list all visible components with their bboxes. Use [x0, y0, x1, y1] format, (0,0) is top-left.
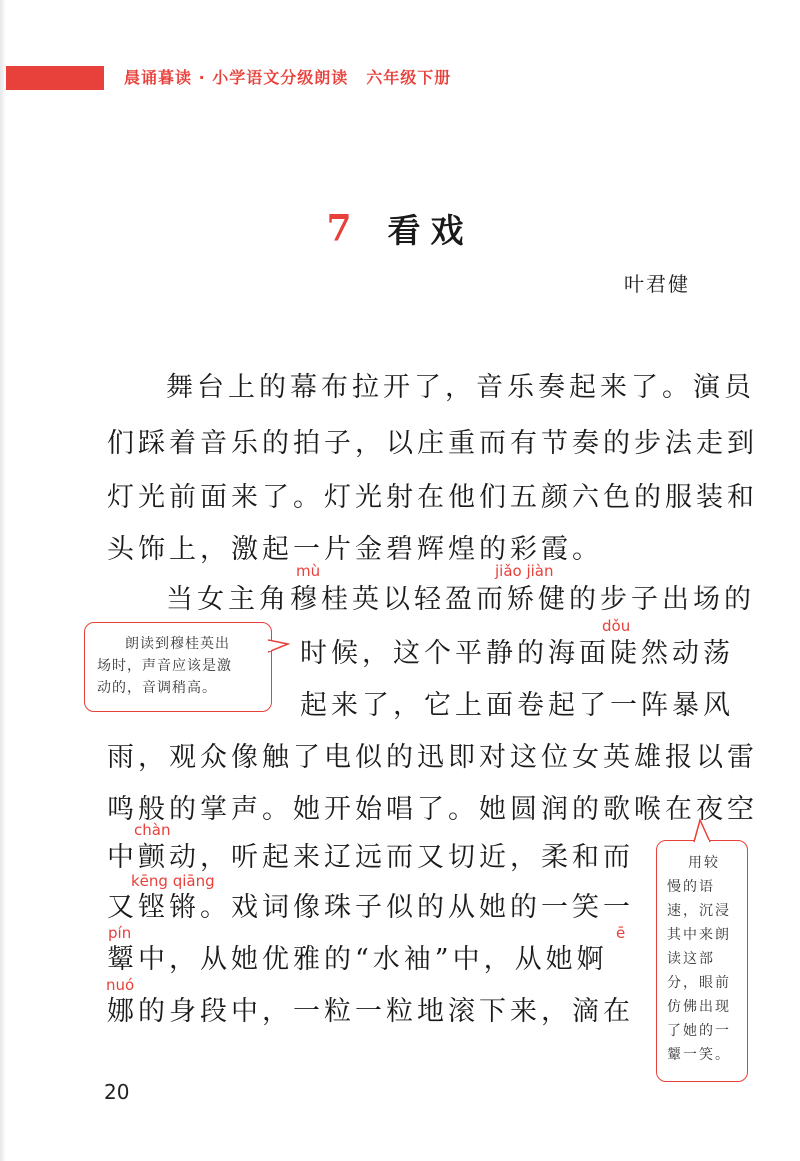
- lesson-name: 看戏: [387, 211, 474, 250]
- callout-pointer-icon: [690, 818, 714, 844]
- note-line: 了她的一: [667, 1023, 731, 1039]
- page-number: 20: [104, 1080, 130, 1104]
- body-line: 雨，观众像触了电似的迅即对这位女英雄报以雷: [107, 742, 758, 773]
- pinyin-mu: mù: [296, 562, 321, 580]
- pinyin-dou: dǒu: [602, 617, 631, 635]
- note-line: 仿佛出现: [667, 999, 731, 1015]
- body-line: 当女主角穆桂英以轻盈而矫健的步子出场的: [166, 584, 755, 615]
- pinyin-e: ē: [616, 924, 626, 942]
- body-line: 们踩着音乐的拍子，以庄重而有节奏的步法走到: [107, 428, 758, 459]
- page-edge: [0, 0, 6, 1161]
- running-header: [124, 66, 451, 90]
- note-line: 读这部: [667, 951, 715, 967]
- note-line: 场时，声音应该是激: [97, 658, 232, 674]
- header-color-bar: [6, 66, 104, 90]
- reading-note-callout: [656, 840, 748, 1082]
- lesson-title: [0, 205, 800, 252]
- body-line: 鸣般的掌声。她开始唱了。她圆润的歌喉在夜空: [107, 794, 758, 825]
- body-line: 颦中，从她优雅的“水袖”中，从她婀: [107, 944, 608, 975]
- body-line: 舞台上的幕布拉开了，音乐奏起来了。演员: [166, 372, 755, 403]
- note-line: 慢的语: [667, 879, 715, 895]
- pinyin-keng-qiang: kēng qiāng: [131, 872, 215, 890]
- body-line: 时候，这个平静的海面陡然动荡: [300, 638, 734, 669]
- body-line: 又铿锵。戏词像珠子似的从她的一笑一: [107, 892, 634, 923]
- header-grade: 六年级下册: [366, 68, 452, 87]
- note-line: 分，眼前: [667, 975, 731, 991]
- body-line: 中颤动，听起来辽远而又切近，柔和而: [107, 842, 634, 873]
- body-line: 起来了，它上面卷起了一阵暴风: [300, 690, 734, 721]
- note-line: 其中来朗: [667, 927, 731, 943]
- note-line: 动的，音调稍高。: [97, 680, 217, 696]
- note-line: 朗读到穆桂英出: [125, 636, 230, 652]
- callout-pointer-icon: [268, 638, 290, 656]
- body-line: 头饰上，激起一片金碧辉煌的彩霞。: [107, 534, 603, 565]
- body-line: 娜的身段中，一粒一粒地滚下来，滴在: [107, 996, 634, 1027]
- pinyin-pin: pín: [108, 924, 132, 942]
- header-series: 晨诵暮读 · 小学语文分级朗读: [124, 68, 349, 87]
- note-line: 速，沉浸: [667, 903, 731, 919]
- body-line: 灯光前面来了。灯光射在他们五颜六色的服装和: [107, 482, 758, 513]
- note-line: 颦一笑。: [667, 1047, 731, 1063]
- pinyin-nuo: nuó: [106, 976, 135, 994]
- pinyin-chan: chàn: [134, 821, 171, 839]
- pinyin-jiao-jian: jiǎo jiàn: [495, 562, 554, 580]
- lesson-number: 7: [326, 207, 352, 250]
- note-line: 用较: [688, 855, 720, 871]
- reading-note-callout: [84, 622, 272, 712]
- author-name: 叶君健: [624, 272, 690, 296]
